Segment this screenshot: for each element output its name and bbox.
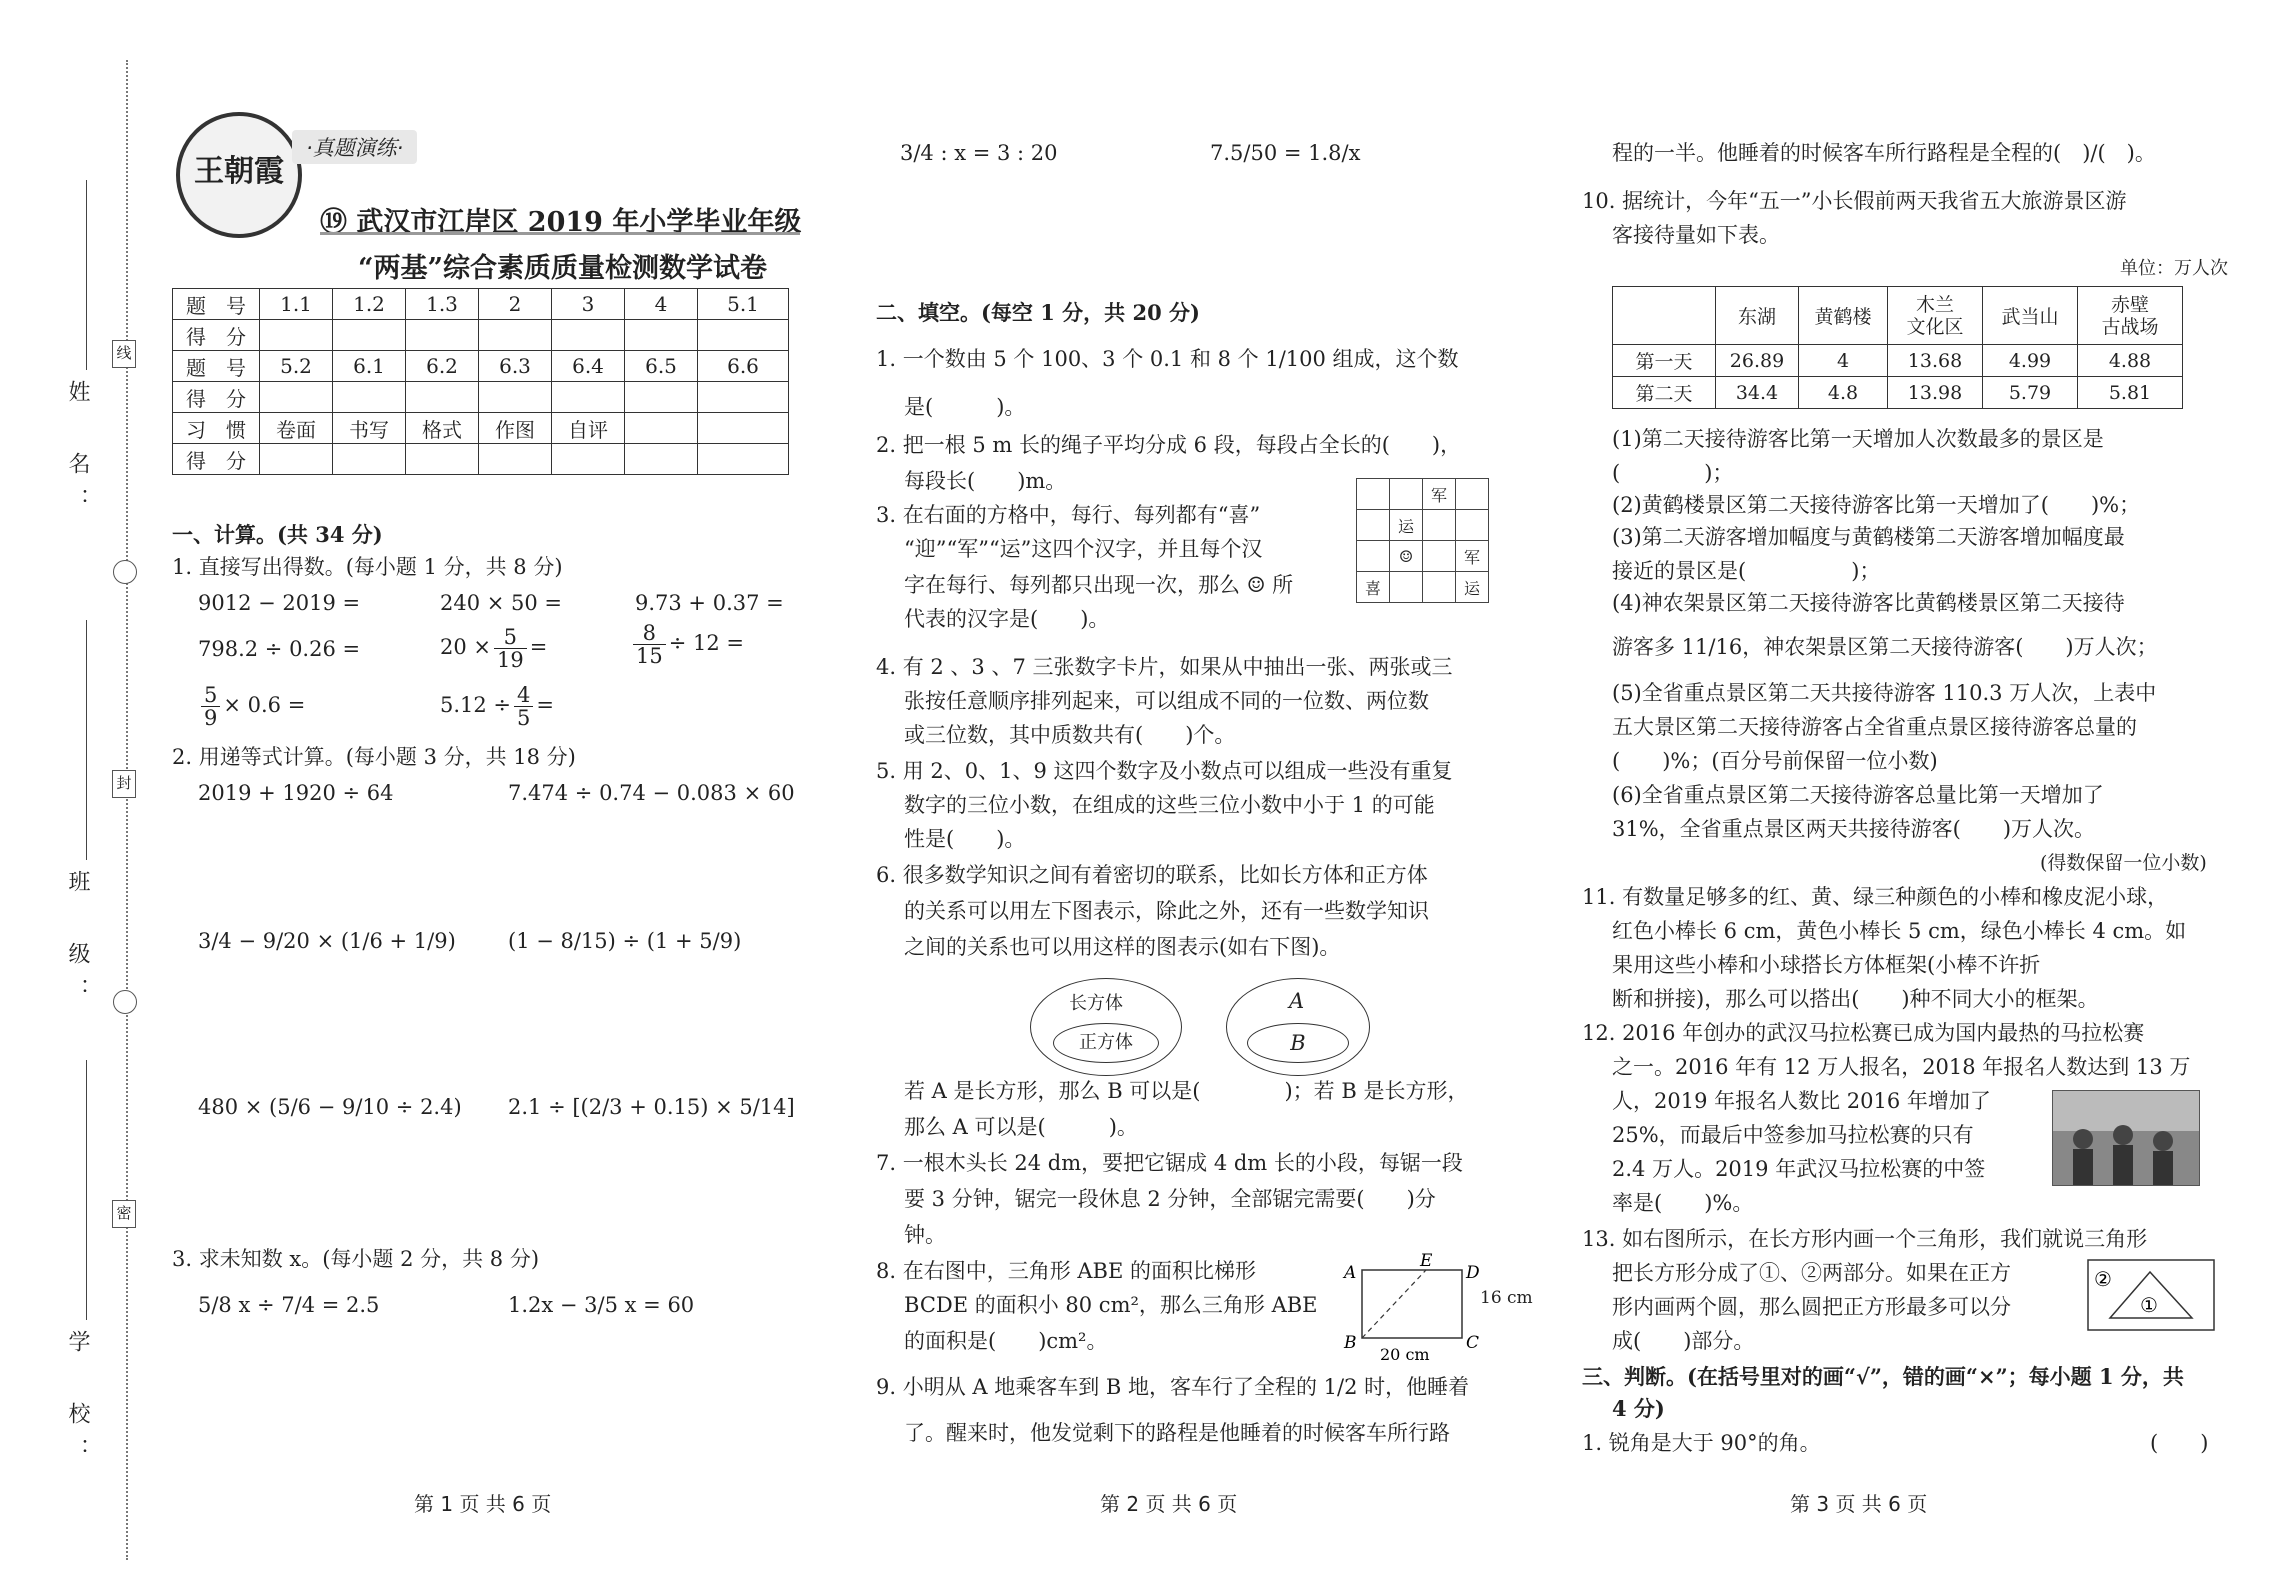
page-1-footer: 第 1 页 共 6 页 [414, 1492, 552, 1516]
fill-text: (1)第二天接待游客比第一天增加人次数最多的景区是 [1612, 427, 2104, 451]
calc-item: 480 × (5/6 − 9/10 ÷ 2.4) [198, 1095, 462, 1119]
class-field[interactable] [86, 620, 87, 860]
fill-text: 客接待量如下表。 [1612, 223, 1780, 247]
q1-instruction: 1. 直接写出得数。(每小题 1 分，共 8 分) [172, 555, 563, 579]
equation-item: 5/8 x ÷ 7/4 = 2.5 [198, 1293, 380, 1317]
name-field[interactable] [86, 180, 87, 370]
equation-item: 1.2x − 3/5 x = 60 [508, 1293, 695, 1317]
fill-text: 是( )。 [904, 395, 1026, 419]
calc-item: (1 − 8/15) ÷ (1 + 5/9) [508, 929, 742, 953]
fill-text: 形内画两个圆，那么圆把正方形最多可以分 [1612, 1295, 2011, 1319]
fill-text: 25%，而最后中签参加马拉松赛的只有 [1612, 1123, 1974, 1147]
calc-item: $\frac{8}{15}$ ÷ 12 = [630, 622, 744, 667]
fill-text: 11. 有数量足够多的红、黄、绿三种颜色的小棒和橡皮泥小球， [1582, 885, 2169, 909]
calc-item: 7.474 ÷ 0.74 − 0.083 × 60 [508, 781, 795, 805]
venn-outer-label: 长方体 [1069, 993, 1123, 1014]
page-3-footer: 第 3 页 共 6 页 [1790, 1492, 1928, 1516]
fill-text: 性是( )。 [904, 827, 1026, 851]
svg-text:D: D [1466, 1263, 1480, 1283]
fill-text: 若 A 是长方形，那么 B 可以是( )；若 B 是长方形， [904, 1079, 1469, 1103]
fill-text: ( )%；(百分号前保留一位小数) [1612, 749, 1938, 773]
fill-text: 程的一半。他睡着的时候客车所行路程是全程的( )/( )。 [1612, 141, 2156, 165]
fill-text: 那么 A 可以是( )。 [904, 1115, 1138, 1139]
trapezoid-figure [1340, 1252, 1490, 1362]
fill-text: 果用这些小棒和小球搭长方体框架(小棒不许折 [1612, 953, 2041, 977]
fill-text: 之一。2016 年有 12 万人报名，2018 年报名人数达到 13 万 [1612, 1055, 2191, 1079]
fill-text: 把长方形分成了①、②两部分。如果在正方 [1612, 1261, 2011, 1285]
fill-text: (得数保留一位小数) [2040, 852, 2207, 874]
fill-text: 断和拼接)，那么可以搭出( )种不同大小的框架。 [1612, 987, 2099, 1011]
fill-text: 五大景区第二天接待游客占全省重点景区接待游客总量的 [1612, 715, 2137, 739]
section-3-heading-cont: 4 分) [1612, 1396, 1665, 1421]
fill-text: 游客多 11/16，神农架景区第二天接待游客( )万人次； [1612, 635, 2158, 659]
fill-text: 字在每行、每列都只出现一次，那么 ☺ 所 [904, 573, 1294, 597]
fill-text: (5)全省重点景区第二天共接待游客 110.3 万人次，上表中 [1612, 681, 2157, 705]
title-number: ⑲ [320, 207, 347, 238]
title-line1: 武汉市江岸区 2019 年小学毕业年级 [356, 207, 802, 238]
logo-text: 王朝霞 [194, 154, 284, 189]
fill-text: 7. 一根木头长 24 dm，要把它锯成 4 dm 长的小段，每锯一段 [876, 1151, 1463, 1175]
seal-mark-line: 线 [112, 340, 136, 368]
title-rule [320, 232, 800, 235]
fill-text: 3. 在右面的方格中，每行、每列都有“喜” [876, 503, 1261, 527]
fill-text: 成( )部分。 [1612, 1329, 1755, 1353]
venn-inner-label: B [1247, 1023, 1349, 1063]
fill-text: 每段长( )m。 [904, 469, 1067, 493]
svg-text:①: ① [2140, 1293, 2158, 1317]
fill-text: 12. 2016 年创办的武汉马拉松赛已成为国内最热的马拉松赛 [1582, 1021, 2145, 1045]
fill-text: 4. 有 2 、3 、7 三张数字卡片，如果从中抽出一张、两张或三 [876, 655, 1453, 679]
score-table: 题 号 1.1 1.2 1.3 2 3 4 5.1 得 分 题 号 5.2 6.1 6.2 6.3 6.4 6.5 6.6 得 分 习 惯 卷面 书写 格式 作图 自评 得 分 [172, 288, 789, 475]
fill-text: BCDE 的面积小 80 cm²，那么三角形 ABE [904, 1293, 1318, 1317]
hanzi-grid: 军 运 ☺ 军 喜 运 [1356, 478, 1489, 603]
binding-dotted-line [126, 60, 128, 1560]
fill-text: 9. 小明从 A 地乘客车到 B 地，客车行了全程的 1/2 时，他睡着 [876, 1375, 1470, 1399]
svg-text:②: ② [2094, 1267, 2112, 1291]
equation-item: 3/4 : x = 3 : 20 [900, 141, 1058, 165]
school-label: 学 校： [65, 1330, 90, 1474]
page-2-footer: 第 2 页 共 6 页 [1100, 1492, 1238, 1516]
fill-text: 钟。 [904, 1223, 946, 1247]
calc-item: 240 × 50 = [440, 591, 563, 615]
fill-text: ( )； [1612, 461, 1734, 485]
calc-item: 2019 + 1920 ÷ 64 [198, 781, 394, 805]
fill-text: 了。醒来时，他发觉剩下的路程是他睡着的时候客车所行路 [904, 1421, 1450, 1445]
svg-text:E: E [1420, 1252, 1433, 1271]
fill-text: 6. 很多数学知识之间有着密切的联系，比如长方体和正方体 [876, 863, 1428, 887]
name-label: 姓 名： [65, 380, 90, 524]
fill-text: 之间的关系也可以用这样的图表示(如右下图)。 [904, 935, 1341, 959]
equation-item: 7.5/50 = 1.8/x [1210, 141, 1361, 165]
fill-text: 要 3 分钟，锯完一段休息 2 分钟，全部锯完需要( )分 [904, 1187, 1436, 1211]
venn-outer-label: A [1289, 989, 1305, 1013]
fill-text: 接近的景区是( )； [1612, 559, 1881, 583]
calc-item: 2.1 ÷ [(2/3 + 0.15) × 5/14] [508, 1095, 795, 1119]
trapezoid-height-label: 16 cm [1480, 1288, 1533, 1308]
fill-text: 1. 一个数由 5 个 100、3 个 0.1 和 8 个 1/100 组成，这个数 [876, 347, 1459, 371]
svg-text:B: B [1344, 1333, 1357, 1353]
seal-circle [113, 560, 137, 584]
fill-text: 31%，全省重点景区两天共接待游客( )万人次。 [1612, 817, 2096, 841]
fill-text: 红色小棒长 6 cm，黄色小棒长 5 cm，绿色小棒长 4 cm。如 [1612, 919, 2187, 943]
fill-text: “迎”“军”“运”这四个汉字，并且每个汉 [904, 537, 1263, 561]
section-1-heading: 一、计算。(共 34 分) [172, 522, 383, 547]
badge: ·真题演练· [292, 130, 417, 164]
fill-text: 张按任意顺序排列起来，可以组成不同的一位数、两位数 [904, 689, 1429, 713]
calc-item: 9012 − 2019 = [198, 591, 361, 615]
fill-text: 人，2019 年报名人数比 2016 年增加了 [1612, 1089, 1991, 1113]
seal-mark-secret: 密 [112, 1200, 136, 1228]
fill-text: (6)全省重点景区第二天接待游客总量比第一天增加了 [1612, 783, 2104, 807]
answer-parentheses[interactable]: ( ) [2150, 1431, 2209, 1455]
calc-item: 9.73 + 0.37 = [635, 591, 784, 615]
svg-text:20 cm: 20 cm [1380, 1345, 1430, 1362]
q2-instruction: 2. 用递等式计算。(每小题 3 分，共 18 分) [172, 745, 576, 769]
calc-item: 3/4 − 9/20 × (1/6 + 1/9) [198, 929, 456, 953]
fill-text: 2. 把一根 5 m 长的绳子平均分成 6 段，每段占全长的( )， [876, 433, 1462, 457]
fill-text: 数字的三位小数，在组成的这些三位小数中小于 1 的可能 [904, 793, 1435, 817]
fill-text: 13. 如右图所示，在长方形内画一个三角形，我们就说三角形 [1582, 1227, 2148, 1251]
fill-text: 2.4 万人。2019 年武汉马拉松赛的中签 [1612, 1157, 1986, 1181]
fill-text: (4)神农架景区第二天接待游客比黄鹤楼景区第二天接待 [1612, 591, 2125, 615]
fill-text: 的关系可以用左下图表示，除此之外，还有一些数学知识 [904, 899, 1429, 923]
seal-mark-seal: 封 [112, 770, 136, 798]
svg-text:A: A [1344, 1263, 1357, 1283]
q3-instruction: 3. 求未知数 x。(每小题 2 分，共 8 分) [172, 1247, 540, 1271]
fill-text: 或三位数，其中质数共有( )个。 [904, 723, 1236, 747]
calc-item: 20 × $\frac{5}{19}$ = [440, 625, 548, 672]
fill-text: 8. 在右图中，三角形 ABE 的面积比梯形 [876, 1259, 1256, 1283]
calc-item: $\frac{5}{9}$ × 0.6 = [198, 684, 305, 729]
venn-inner-label: 正方体 [1053, 1023, 1159, 1063]
table-unit: 单位：万人次 [2120, 258, 2228, 279]
venn-diagram-cuboid [1030, 978, 1182, 1076]
fill-text: 5. 用 2、0、1、9 这四个数字及小数点可以组成一些没有重复 [876, 759, 1453, 783]
school-field[interactable] [86, 1060, 87, 1320]
marathon-photo [2052, 1090, 2200, 1186]
title-line2: “两基”综合素质质量检测数学试卷 [358, 253, 768, 284]
judge-item: 1. 锐角是大于 90°的角。 [1582, 1431, 1821, 1455]
section-3-heading: 三、判断。(在括号里对的画“√”，错的画“×”；每小题 1 分，共 [1582, 1364, 2184, 1389]
tourism-table: 东湖 黄鹤楼 木兰 文化区 武当山 赤壁 古战场 第一天 26.89 4 13.68 4.99 4.88 第二天 34.4 4.8 13.98 5.79 5.81 [1612, 286, 2183, 409]
rectangle-triangle-figure [2086, 1258, 2216, 1332]
fill-text: (3)第二天游客增加幅度与黄鹤楼第二天游客增加幅度最 [1612, 525, 2125, 549]
venn-diagram-ab [1226, 978, 1370, 1076]
seal-circle [113, 990, 137, 1014]
class-label: 班 级： [65, 870, 90, 1014]
section-2-heading: 二、填空。(每空 1 分，共 20 分) [876, 300, 1200, 325]
svg-text:C: C [1466, 1333, 1480, 1353]
fill-text: (2)黄鹤楼景区第二天接待游客比第一天增加了( )%； [1612, 493, 2141, 517]
fill-text: 率是( )%。 [1612, 1191, 1754, 1215]
calc-item: 798.2 ÷ 0.26 = [198, 637, 361, 661]
fill-text: 10. 据统计，今年“五一”小长假前两天我省五大旅游景区游 [1582, 189, 2127, 213]
brand-logo [176, 112, 302, 238]
calc-item: 5.12 ÷ $\frac{4}{5}$ = [440, 683, 555, 730]
fill-text: 的面积是( )cm²。 [904, 1329, 1108, 1353]
fill-text: 代表的汉字是( )。 [904, 607, 1110, 631]
